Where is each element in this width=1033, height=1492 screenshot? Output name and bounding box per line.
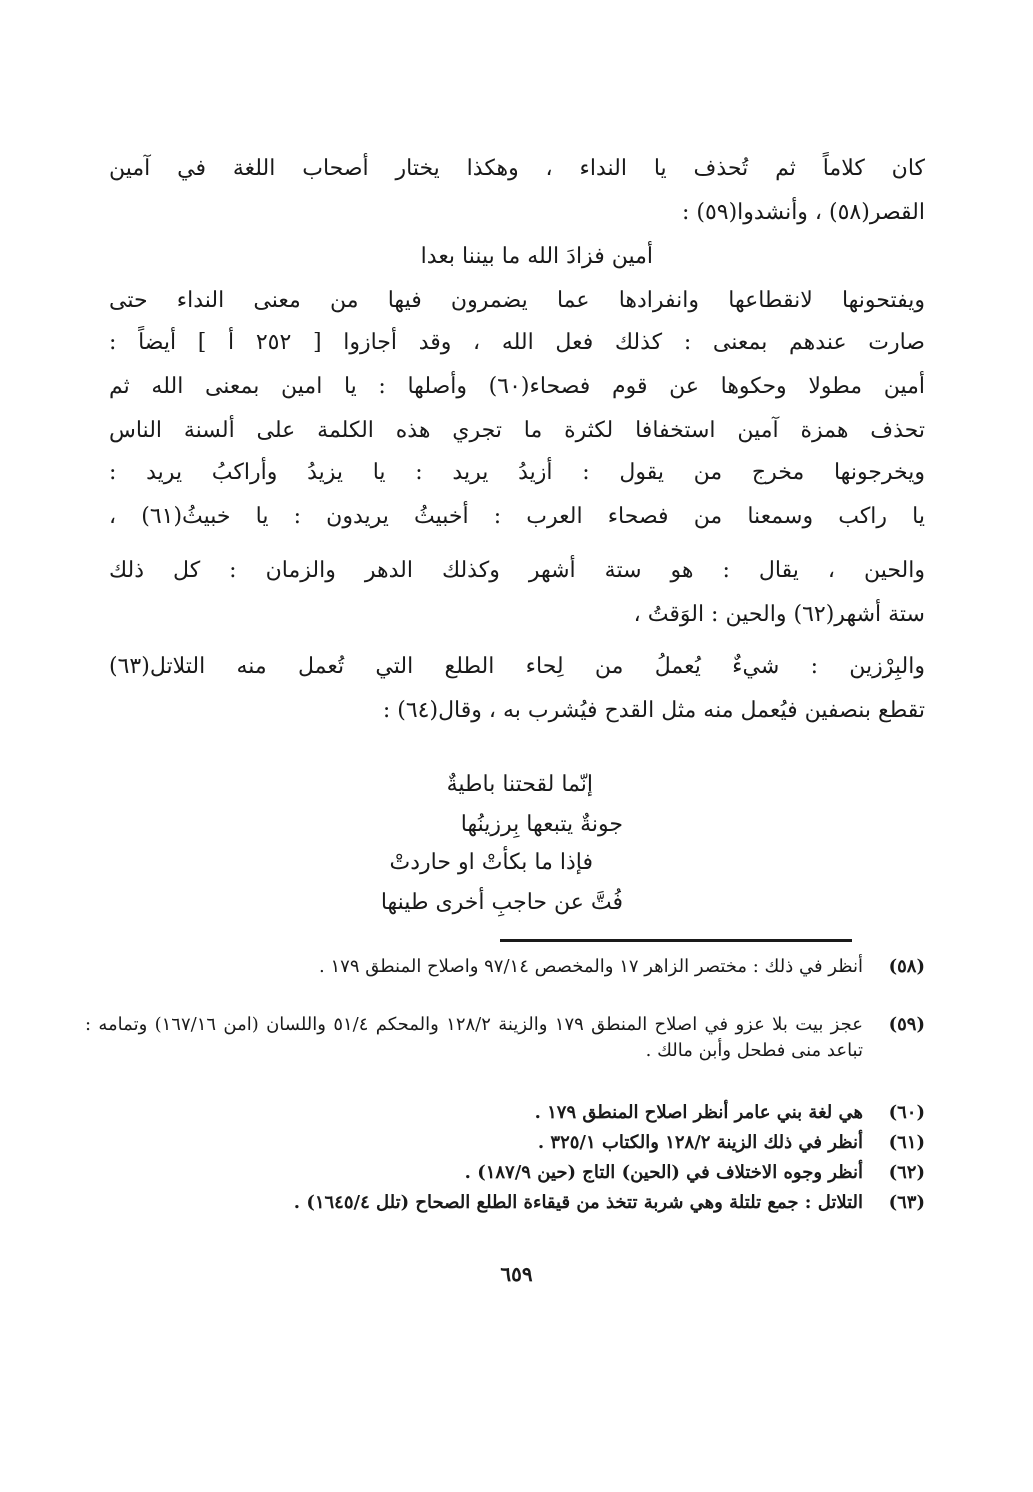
verse-line-4: فإذا ما بكأتْ او حاردتْ (389, 850, 593, 875)
body-line-1: كان كلاماً ثم تُحذف يا النداء ، وهكذا يختار أصحاب اللغة في آمين (109, 156, 925, 181)
footnote-number: (٦١) (888, 1132, 925, 1153)
footnote-61 (85, 1130, 925, 1156)
footnote-number: (٥٩) (888, 1014, 925, 1035)
verse-line-2: إنّما لقحتنا باطيةٌ (446, 772, 593, 797)
body-line-10: ستة أشهر(٦٢) والحين : الوَقتُ ، (633, 602, 925, 627)
footnote-separator (500, 939, 852, 942)
body-line-8: يا راكب وسمعنا من فصحاء العرب : أخبيثُ يريدون : يا خبيثُ(٦١) ، (109, 504, 925, 529)
body-line-6: تحذف همزة آمين استخفافا لكثرة ما تجري هذه الكلمة على ألسنة الناس (109, 418, 925, 443)
footnote-number: (٥٨) (888, 956, 925, 977)
page-number: ٦٥٩ (500, 1262, 533, 1286)
footnote-text: هي لغة بني عامر أنظر اصلاح المنطق ١٧٩ . (534, 1102, 863, 1123)
verse-line-5: فُتَّ عن حاجبِ أخرى طينها (380, 890, 623, 915)
footnote-59 (85, 1012, 925, 1064)
body-line-9: والحين ، يقال : هو ستة أشهر وكذلك الدهر والزمان : كل ذلك (109, 558, 925, 583)
footnote-text: أنظر في ذلك : مختصر الزاهر ١٧ والمخصص ٩٧/١٤ واصلاح المنطق ١٧٩ . (319, 956, 863, 977)
footnote-62 (85, 1160, 925, 1186)
verse-line-3: جونةٌ يتبعها بِرزينُها (460, 812, 623, 837)
footnote-58 (85, 954, 925, 980)
footnote-63 (85, 1190, 925, 1216)
footnote-number: (٦٠) (888, 1102, 925, 1123)
body-line-11: والبِرْزين : شيءٌ يُعملُ من لِحاء الطلع التي تُعمل منه التلاتل(٦٣) (109, 654, 925, 679)
footnote-60 (85, 1100, 925, 1126)
footnote-text: أنظر وجوه الاختلاف في (الحين) التاج (حين ١٨٧/٩) . (464, 1162, 863, 1183)
body-line-3: ويفتحونها لانقطاعها وانفرادها عما يضمرون فيها من معنى النداء حتى (109, 288, 925, 313)
footnote-number: (٦٣) (888, 1192, 925, 1213)
verse-line-1: أمين فزادَ الله ما بيننا بعدا (420, 244, 653, 269)
footnote-number: (٦٢) (888, 1162, 925, 1183)
footnote-text: أنظر في ذلك الزينة ١٢٨/٢ والكتاب ٣٢٥/١ . (537, 1132, 863, 1153)
body-line-5: أمين مطولا وحكوها عن قوم فصحاء(٦٠) وأصلها : يا امين بمعنى الله ثم (109, 374, 925, 399)
body-line-7: ويخرجونها مخرج من يقول : أزيدُ يريد : يا يزيدُ وأراكبُ يريد : (109, 460, 925, 485)
body-line-2: القصر(٥٨) ، وأنشدوا(٥٩) : (681, 200, 925, 225)
body-line-12: تقطع بنصفين فيُعمل منه مثل القدح فيُشرب به ، وقال(٦٤) : (382, 698, 925, 723)
footnote-text: عجز بيت بلا عزو في اصلاح المنطق ١٧٩ والزينة ١٢٨/٢ والمحكم ٥١/٤ واللسان (امن ١٦٧/١٦) وتمامه : تباعد منى فطحل وأبن مالك . (85, 1014, 863, 1061)
footnote-text: التلاتل : جمع تلتلة وهي شربة تتخذ من قيقاءة الطلع الصحاح (تلل ١٦٤٥/٤) . (293, 1192, 863, 1213)
body-line-4: صارت عندهم بمعنى : كذلك فعل الله ، وقد أجازوا [ ٢٥٢ أ ] أيضاً : (109, 330, 925, 355)
